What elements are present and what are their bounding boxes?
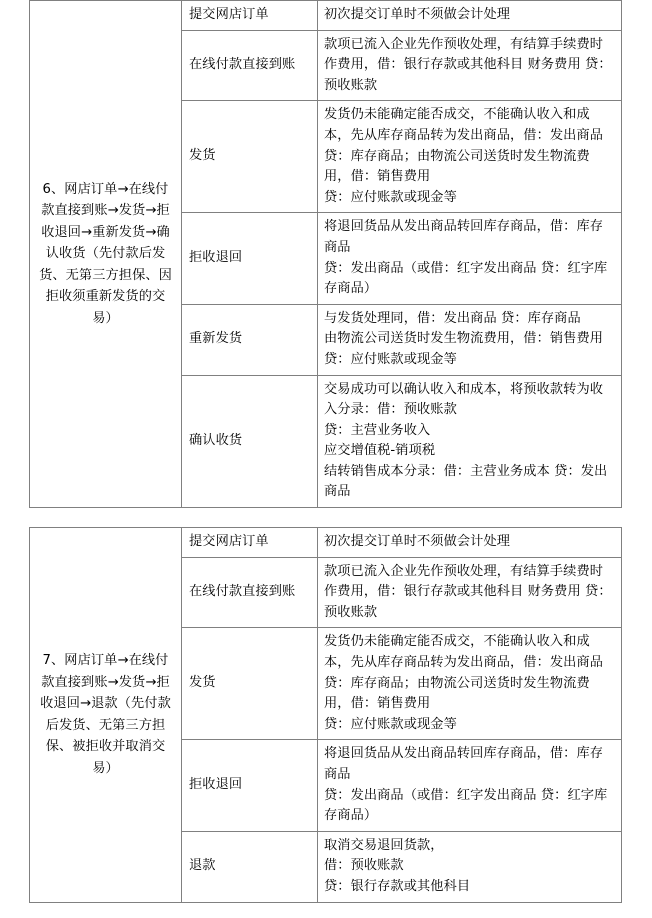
accounting-table-6 (29, 0, 622, 508)
transaction-step: 在线付款直接到账 (182, 30, 318, 101)
table-row (30, 1, 622, 31)
transaction-step: 确认收货 (182, 375, 318, 508)
treatment-line: 与发货处理同，借：发出商品 贷：库存商品 (324, 310, 581, 326)
accounting-table-7-wrapper (0, 527, 652, 903)
table-row (30, 528, 622, 558)
treatment-line: 贷：应付账款或现金等 (324, 351, 457, 367)
accounting-table-7 (29, 527, 622, 903)
accounting-treatment (318, 1, 622, 31)
treatment-line: 贷：应付账款或现金等 (324, 716, 457, 732)
treatment-line: 由物流公司送货时发生物流费用，借：销售费用 (324, 331, 604, 347)
transaction-step: 发货 (182, 101, 318, 213)
accounting-treatment (318, 557, 622, 628)
accounting-treatment (318, 528, 622, 558)
transaction-flow-description-6: 6、网店订单→在线付款直接到账→发货→拒收退回→重新发货→确认收货（先付款后发货、无第三方担保、因拒收须重新发货的交易） (30, 1, 182, 508)
transaction-step: 提交网店订单 (182, 528, 318, 558)
treatment-line: 贷：发出商品（或借：红字发出商品 贷：红字库存商品） (324, 787, 608, 824)
accounting-treatment (318, 30, 622, 101)
treatment-line: 结转销售成本分录：借：主营业务成本 贷：发出商品 (324, 463, 608, 500)
transaction-step: 拒收退回 (182, 213, 318, 304)
accounting-treatment (318, 101, 622, 213)
accounting-treatment (318, 304, 622, 375)
transaction-step: 提交网店订单 (182, 1, 318, 31)
treatment-line: 款项已流入企业先作预收处理，有结算手续费时作费用，借：银行存款或其他科目 财务费用 贷：预收账款 (324, 36, 612, 93)
treatment-line: 款项已流入企业先作预收处理，有结算手续费时作费用，借：银行存款或其他科目 财务费用 贷：预收账款 (324, 563, 612, 620)
accounting-treatment (318, 213, 622, 304)
treatment-line: 借：预收账款 (324, 858, 404, 874)
treatment-line: 初次提交订单时不须做会计处理 (324, 7, 511, 22)
treatment-line: 应交增值税-销项税 (324, 443, 436, 459)
treatment-line: 贷：应付账款或现金等 (324, 189, 457, 205)
transaction-step: 重新发货 (182, 304, 318, 375)
accounting-treatment (318, 740, 622, 831)
transaction-step: 拒收退回 (182, 740, 318, 831)
transaction-step: 发货 (182, 628, 318, 740)
transaction-step: 退款 (182, 831, 318, 902)
treatment-line: 初次提交订单时不须做会计处理 (324, 534, 511, 550)
treatment-line: 贷：银行存款或其他科目 (324, 878, 471, 894)
accounting-treatment (318, 375, 622, 508)
accounting-treatment (318, 831, 622, 902)
treatment-line: 发货仍未能确定能否成交，不能确认收入和成本，先从库存商品转为发出商品，借：发出商品 贷：库存商品；由物流公司送货时发生物流费用，借：销售费用 (324, 107, 604, 185)
treatment-line: 取消交易退回货款， (324, 837, 444, 853)
treatment-line: 将退回货品从发出商品转回库存商品，借：库存商品 (324, 746, 604, 782)
treatment-line: 贷：主营业务收入 (324, 422, 431, 438)
treatment-line: 发货仍未能确定能否成交，不能确认收入和成本，先从库存商品转为发出商品，借：发出商品 贷：库存商品；由物流公司送货时发生物流费用，借：销售费用 (324, 634, 604, 712)
accounting-treatment (318, 628, 622, 740)
treatment-line: 贷：发出商品（或借：红字发出商品 贷：红字库存商品） (324, 260, 608, 297)
table-separator (0, 508, 652, 527)
transaction-flow-description-7: 7、网店订单→在线付款直接到账→发货→拒收退回→退款（先付款后发货、无第三方担保、被拒收并取消交易） (30, 528, 182, 903)
treatment-line: 交易成功可以确认收入和成本，将预收款转为收入分录：借：预收账款 (324, 381, 604, 418)
transaction-step: 在线付款直接到账 (182, 557, 318, 628)
treatment-line: 将退回货品从发出商品转回库存商品，借：库存商品 (324, 219, 604, 255)
